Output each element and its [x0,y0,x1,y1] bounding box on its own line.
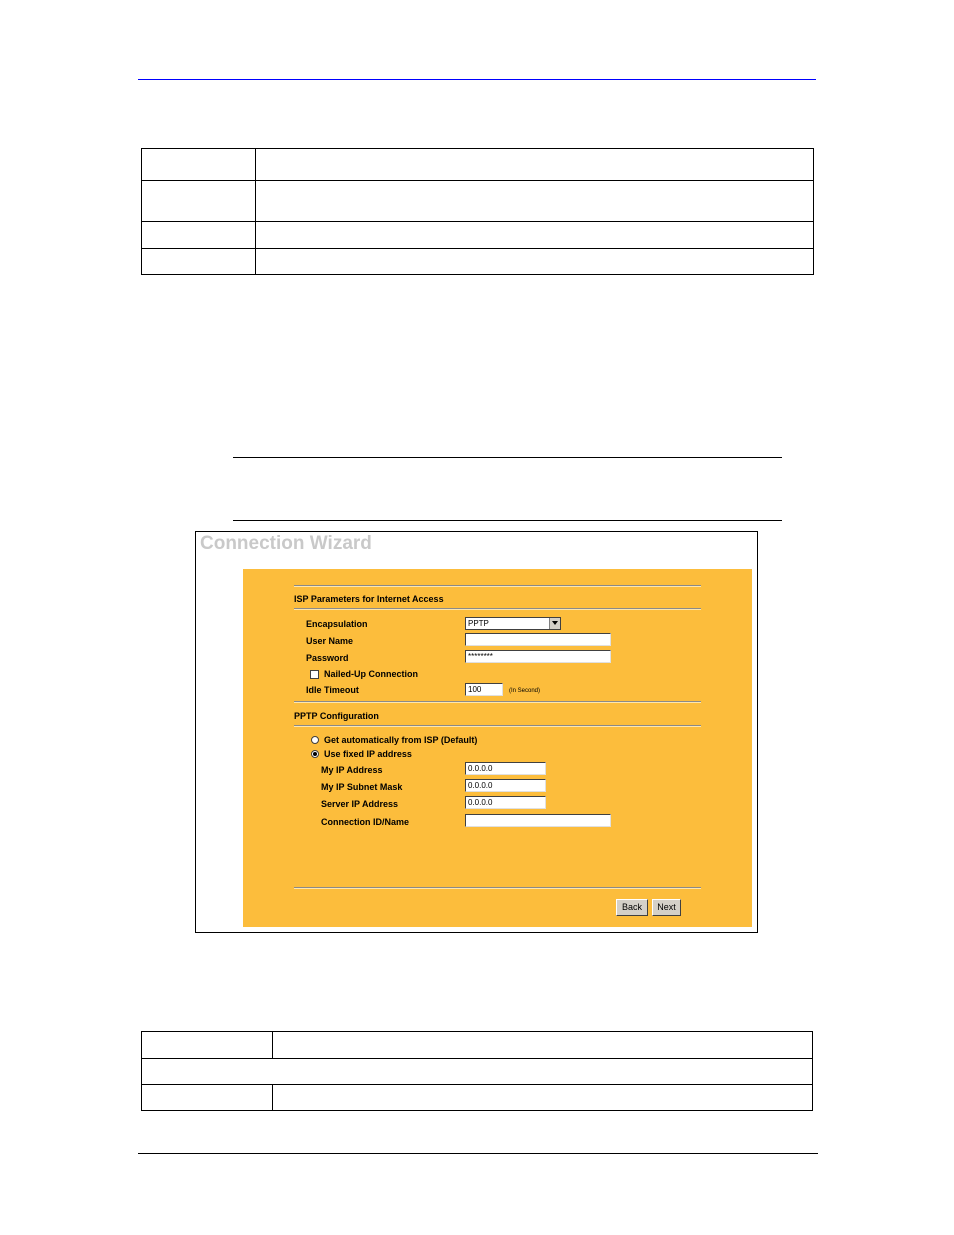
connection-id-label: Connection ID/Name [321,817,410,827]
divider [294,887,701,889]
encapsulation-label: Encapsulation [306,619,368,629]
nailed-up-checkbox[interactable] [310,670,319,679]
table-cell [142,1032,273,1059]
table-cell [256,149,814,181]
table-cell [142,249,256,275]
field-table-bottom [141,1031,813,1111]
divider [294,585,701,587]
nailed-up-label: Nailed-Up Connection [324,669,418,679]
section-isp-heading: ISP Parameters for Internet Access [294,594,444,604]
table-cell [142,1085,273,1111]
radio-get-automatically[interactable] [311,736,319,744]
my-ip-label: My IP Address [321,765,383,775]
radio-use-fixed-ip-label: Use fixed IP address [324,749,412,759]
connection-wizard-screenshot [195,531,758,933]
table-cell [256,249,814,275]
table-cell [273,1032,813,1059]
table-cell [142,181,256,222]
table-cell [256,181,814,222]
idle-timeout-input[interactable]: 100 [465,683,503,696]
server-ip-label: Server IP Address [321,799,399,809]
encapsulation-value: PPTP [468,619,489,628]
table-cell [256,222,814,249]
divider [294,701,701,703]
user-name-label: User Name [306,636,354,646]
divider [294,608,701,610]
field-table-top [141,148,814,275]
note-rule-top [233,457,782,458]
connection-id-input[interactable] [465,814,611,827]
radio-get-automatically-label: Get automatically from ISP (Default) [324,735,478,745]
subnet-mask-label: My IP Subnet Mask [321,782,403,792]
next-button[interactable]: Next [652,899,681,916]
table-cell [142,149,256,181]
table-cell [142,1059,813,1085]
wizard-panel [243,569,752,927]
section-pptp-heading: PPTP Configuration [294,711,379,721]
footer-rule [138,1153,818,1154]
note-rule-bottom [233,520,782,521]
my-ip-input[interactable]: 0.0.0.0 [465,762,546,775]
table-cell [142,222,256,249]
wizard-title: Connection Wizard [200,533,372,554]
divider [294,725,701,727]
server-ip-input[interactable]: 0.0.0.0 [465,796,546,809]
password-label: Password [306,653,349,663]
user-name-input[interactable] [465,633,611,646]
header-rule [138,79,816,80]
idle-timeout-label: Idle Timeout [306,685,359,695]
radio-use-fixed-ip[interactable] [311,750,319,758]
table-cell [273,1085,813,1111]
password-input[interactable]: ******** [465,650,611,663]
idle-timeout-unit: (In Second) [509,688,541,694]
back-button[interactable]: Back [616,899,648,916]
subnet-mask-input[interactable]: 0.0.0.0 [465,779,546,792]
encapsulation-select[interactable] [465,617,561,630]
chevron-down-icon[interactable] [549,618,560,629]
